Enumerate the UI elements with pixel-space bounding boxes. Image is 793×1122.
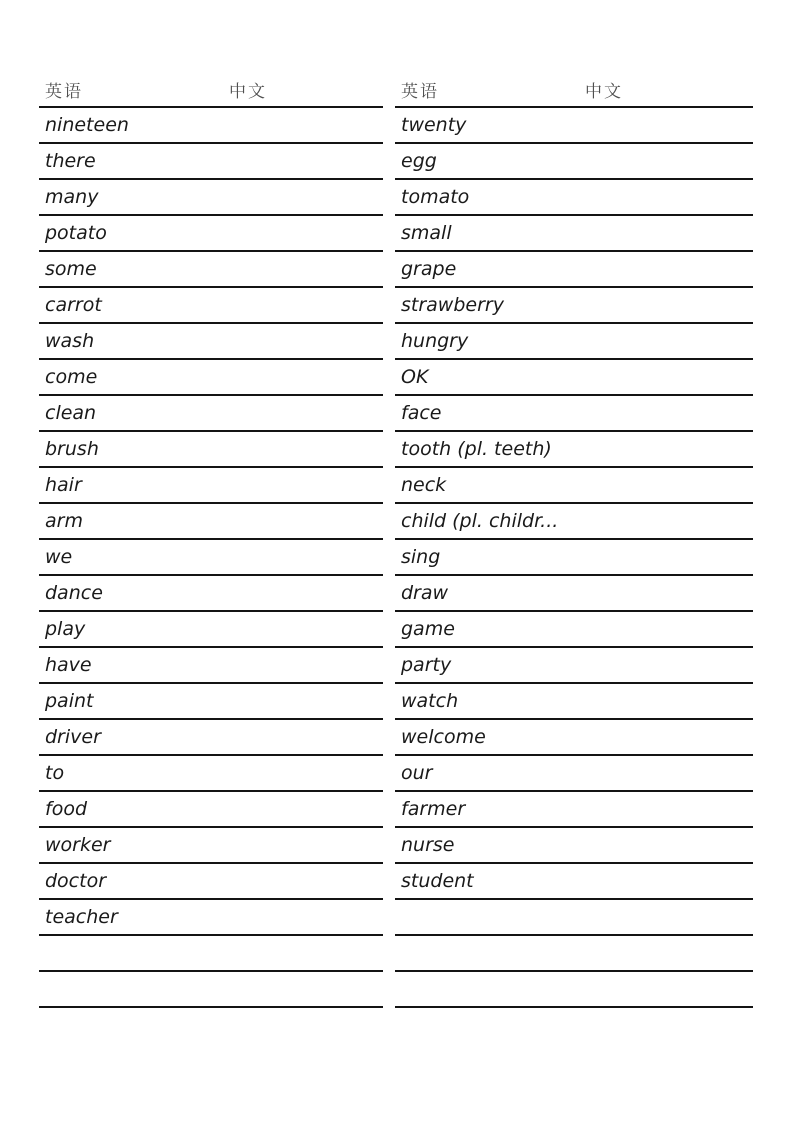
chinese-answer-blank: [94, 324, 383, 358]
word-row: [39, 216, 383, 252]
chinese-answer-blank: [97, 360, 383, 394]
english-word: hair: [45, 474, 82, 496]
english-word: driver: [45, 726, 101, 748]
word-row: [39, 828, 383, 864]
column-header-english-label: 英语: [401, 82, 439, 102]
english-word: small: [401, 222, 452, 244]
chinese-answer-blank: [458, 684, 753, 718]
word-row: [395, 648, 753, 684]
word-row: [39, 684, 383, 720]
english-word: nurse: [401, 834, 455, 856]
word-row: [395, 612, 753, 648]
word-row: [39, 180, 383, 216]
empty-row: [395, 936, 753, 972]
english-word: student: [401, 870, 474, 892]
chinese-answer-blank: [129, 108, 383, 142]
english-word: grape: [401, 258, 457, 280]
word-row: [39, 432, 383, 468]
english-word: come: [45, 366, 98, 388]
chinese-answer-blank: [93, 684, 383, 718]
word-row: [395, 540, 753, 576]
word-row: [39, 720, 383, 756]
english-word: our: [401, 762, 433, 784]
chinese-answer-blank: [97, 252, 383, 286]
english-word: teacher: [45, 906, 118, 928]
english-word: paint: [45, 690, 94, 712]
word-row: [39, 864, 383, 900]
chinese-answer-blank: [446, 468, 753, 502]
chinese-answer-blank: [454, 828, 753, 862]
chinese-answer-blank: [451, 648, 753, 682]
word-row: [395, 288, 753, 324]
word-row: [395, 252, 753, 288]
chinese-answer-blank: [82, 468, 383, 502]
english-word: dance: [45, 582, 103, 604]
empty-row: [39, 972, 383, 1008]
english-word: some: [45, 258, 97, 280]
english-word: have: [45, 654, 92, 676]
word-row: [39, 756, 383, 792]
chinese-answer-blank: [45, 972, 383, 1006]
chinese-answer-blank: [83, 504, 383, 538]
english-word: potato: [45, 222, 107, 244]
word-row: [395, 684, 753, 720]
chinese-answer-blank: [486, 720, 753, 754]
word-rows-right: [395, 108, 753, 1008]
word-row: [395, 432, 753, 468]
word-row: [395, 180, 753, 216]
english-word: carrot: [45, 294, 102, 316]
chinese-answer-blank: [96, 396, 383, 430]
chinese-answer-blank: [432, 756, 753, 790]
chinese-answer-blank: [110, 828, 383, 862]
chinese-answer-blank: [466, 108, 753, 142]
chinese-answer-blank: [99, 432, 383, 466]
english-word: strawberry: [401, 294, 504, 316]
english-word: many: [45, 186, 99, 208]
word-row: [395, 756, 753, 792]
vocab-column-right: [395, 82, 753, 1008]
chinese-answer-blank: [428, 360, 753, 394]
word-row: [395, 324, 753, 360]
word-row: [395, 468, 753, 504]
english-word: egg: [401, 150, 437, 172]
word-row: [39, 900, 383, 936]
word-row: [395, 108, 753, 144]
word-row: [39, 540, 383, 576]
chinese-answer-blank: [465, 792, 753, 826]
chinese-answer-blank: [64, 756, 383, 790]
english-word: food: [45, 798, 87, 820]
chinese-answer-blank: [474, 864, 753, 898]
vocab-column-left: [39, 82, 383, 1008]
word-row: [39, 468, 383, 504]
english-word: tooth (pl. teeth): [401, 438, 552, 460]
chinese-answer-blank: [456, 252, 753, 286]
word-row: [39, 576, 383, 612]
chinese-answer-blank: [441, 396, 753, 430]
english-word: brush: [45, 438, 99, 460]
english-word: hungry: [401, 330, 469, 352]
column-header-english-label: 英语: [45, 82, 83, 102]
chinese-answer-blank: [401, 972, 753, 1006]
english-word: game: [401, 618, 455, 640]
chinese-answer-blank: [552, 432, 753, 466]
chinese-answer-blank: [448, 576, 753, 610]
chinese-answer-blank: [72, 540, 383, 574]
chinese-answer-blank: [455, 612, 753, 646]
chinese-answer-blank: [558, 504, 753, 538]
word-row: [395, 864, 753, 900]
column-header-right: [395, 82, 753, 108]
word-row: [395, 576, 753, 612]
english-word: watch: [401, 690, 459, 712]
word-row: [395, 792, 753, 828]
word-row: [395, 828, 753, 864]
english-word: to: [45, 762, 65, 784]
word-row: [395, 396, 753, 432]
word-row: [39, 396, 383, 432]
chinese-answer-blank: [103, 576, 383, 610]
word-row: [39, 360, 383, 396]
english-word: clean: [45, 402, 97, 424]
word-row: [39, 108, 383, 144]
chinese-answer-blank: [107, 216, 383, 250]
english-word: arm: [45, 510, 83, 532]
word-row: [39, 504, 383, 540]
word-row: [39, 288, 383, 324]
english-word: we: [45, 546, 73, 568]
english-word: wash: [45, 330, 95, 352]
english-word: farmer: [401, 798, 466, 820]
english-word: sing: [401, 546, 441, 568]
chinese-answer-blank: [504, 288, 753, 322]
column-header-left: [39, 82, 383, 108]
word-row: [395, 144, 753, 180]
chinese-answer-blank: [469, 180, 753, 214]
chinese-answer-blank: [437, 144, 753, 178]
chinese-answer-blank: [101, 720, 383, 754]
empty-row: [39, 936, 383, 972]
english-word: OK: [401, 366, 429, 388]
chinese-answer-blank: [401, 900, 753, 934]
chinese-answer-blank: [106, 864, 383, 898]
chinese-answer-blank: [440, 540, 753, 574]
english-word: draw: [401, 582, 449, 604]
english-word: party: [401, 654, 452, 676]
empty-row: [395, 900, 753, 936]
word-row: [395, 216, 753, 252]
word-row: [39, 648, 383, 684]
english-word: face: [401, 402, 442, 424]
english-word: there: [45, 150, 96, 172]
english-word: welcome: [401, 726, 486, 748]
chinese-answer-blank: [452, 216, 753, 250]
word-row: [39, 252, 383, 288]
empty-row: [395, 972, 753, 1008]
column-header-chinese-label: 中文: [585, 82, 623, 102]
word-row: [39, 324, 383, 360]
chinese-answer-blank: [118, 900, 383, 934]
chinese-answer-blank: [85, 612, 383, 646]
chinese-answer-blank: [98, 180, 383, 214]
english-word: nineteen: [45, 114, 129, 136]
english-word: tomato: [401, 186, 470, 208]
chinese-answer-blank: [92, 648, 383, 682]
chinese-answer-blank: [468, 324, 753, 358]
word-row: [39, 612, 383, 648]
word-row: [39, 144, 383, 180]
chinese-answer-blank: [87, 792, 383, 826]
word-rows-left: [39, 108, 383, 1008]
word-row: [395, 504, 753, 540]
chinese-answer-blank: [102, 288, 383, 322]
worksheet-columns: [39, 82, 753, 1008]
english-word: child (pl. childr...: [401, 510, 559, 532]
word-row: [39, 792, 383, 828]
english-word: play: [45, 618, 86, 640]
english-word: twenty: [401, 114, 467, 136]
english-word: worker: [45, 834, 111, 856]
english-word: doctor: [45, 870, 107, 892]
column-header-chinese-label: 中文: [229, 82, 267, 102]
word-row: [395, 720, 753, 756]
word-row: [395, 360, 753, 396]
chinese-answer-blank: [401, 936, 753, 970]
chinese-answer-blank: [96, 144, 383, 178]
chinese-answer-blank: [45, 936, 383, 970]
english-word: neck: [401, 474, 447, 496]
